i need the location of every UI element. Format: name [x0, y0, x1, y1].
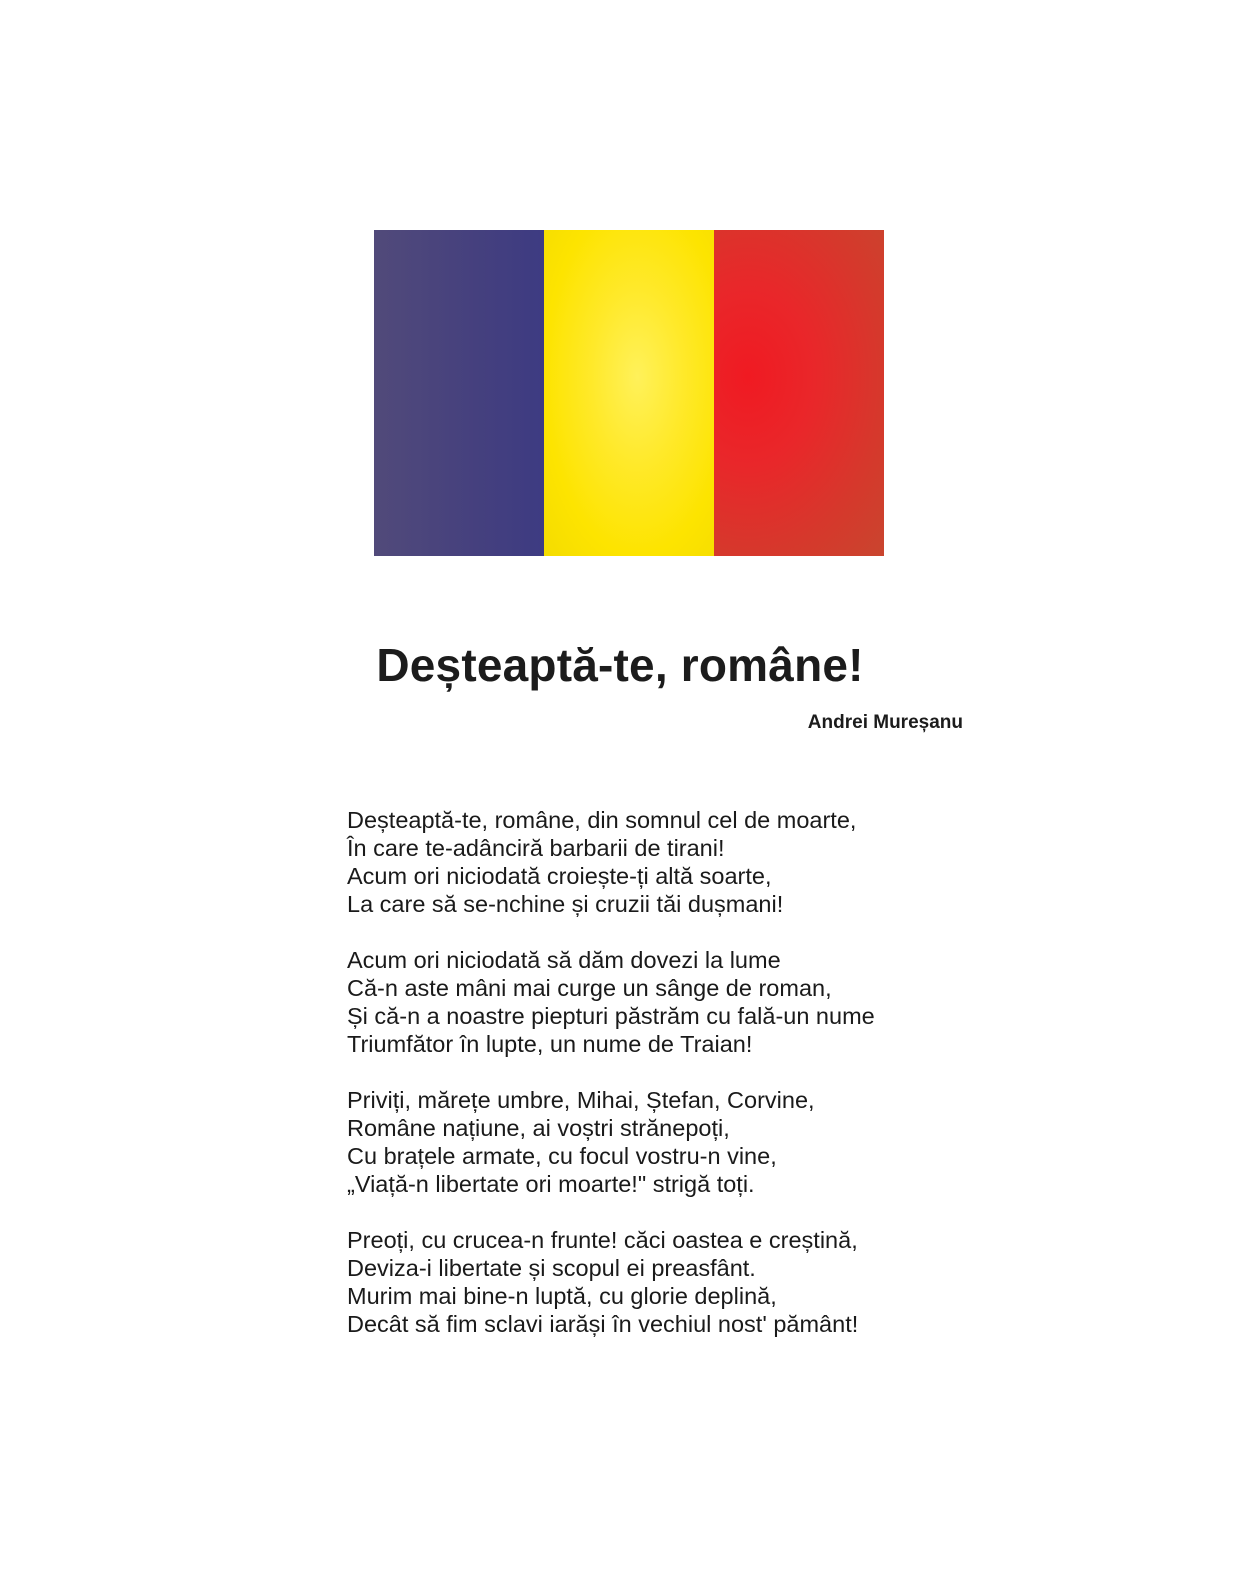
poem-line: Deșteaptă-te, române, din somnul cel de moarte,	[347, 807, 857, 833]
poem-line: „Viață-n libertate ori moarte!" strigă toți.	[347, 1171, 755, 1197]
poem-line: Cu brațele armate, cu focul vostru-n vine,	[347, 1143, 777, 1169]
poem-title: Deșteaptă-te, române!	[376, 639, 864, 691]
romanian-flag-image	[374, 230, 884, 556]
poem-line: Preoți, cu crucea-n frunte! căci oastea e creștină,	[347, 1227, 858, 1253]
stanza-1	[347, 806, 947, 918]
poem-body	[347, 806, 947, 1366]
flag-stripe-red	[714, 230, 884, 556]
poem-line: Acum ori niciodată să dăm dovezi la lume	[347, 947, 781, 973]
poem-line: Triumfător în lupte, un nume de Traian!	[347, 1031, 753, 1057]
poem-line: La care să se-nchine și cruzii tăi dușmani!	[347, 891, 784, 917]
poem-line: Priviți, mărețe umbre, Mihai, Ștefan, Corvine,	[347, 1087, 815, 1113]
poem-line: Și că-n a noastre piepturi păstrăm cu fală-un nume	[347, 1003, 875, 1029]
poem-line: Murim mai bine-n luptă, cu glorie deplină,	[347, 1283, 777, 1309]
poem-author: Andrei Mureșanu	[807, 712, 963, 733]
flag-stripe-yellow	[544, 230, 714, 556]
poem-line: Deviza-i libertate și scopul ei preasfânt.	[347, 1255, 756, 1281]
poem-line: Acum ori niciodată croiește-ți altă soarte,	[347, 863, 772, 889]
stanza-3	[347, 1086, 947, 1198]
stanza-4	[347, 1226, 947, 1338]
poem-line: Decât să fim sclavi iarăși în vechiul nost' pământ!	[347, 1311, 859, 1337]
stanza-2	[347, 946, 947, 1058]
flag-stripe-blue	[374, 230, 544, 556]
poem-line: În care te-adânciră barbarii de tirani!	[347, 835, 725, 861]
poem-line: Române națiune, ai voștri strănepoți,	[347, 1115, 730, 1141]
poem-line: Că-n aste mâni mai curge un sânge de roman,	[347, 975, 832, 1001]
